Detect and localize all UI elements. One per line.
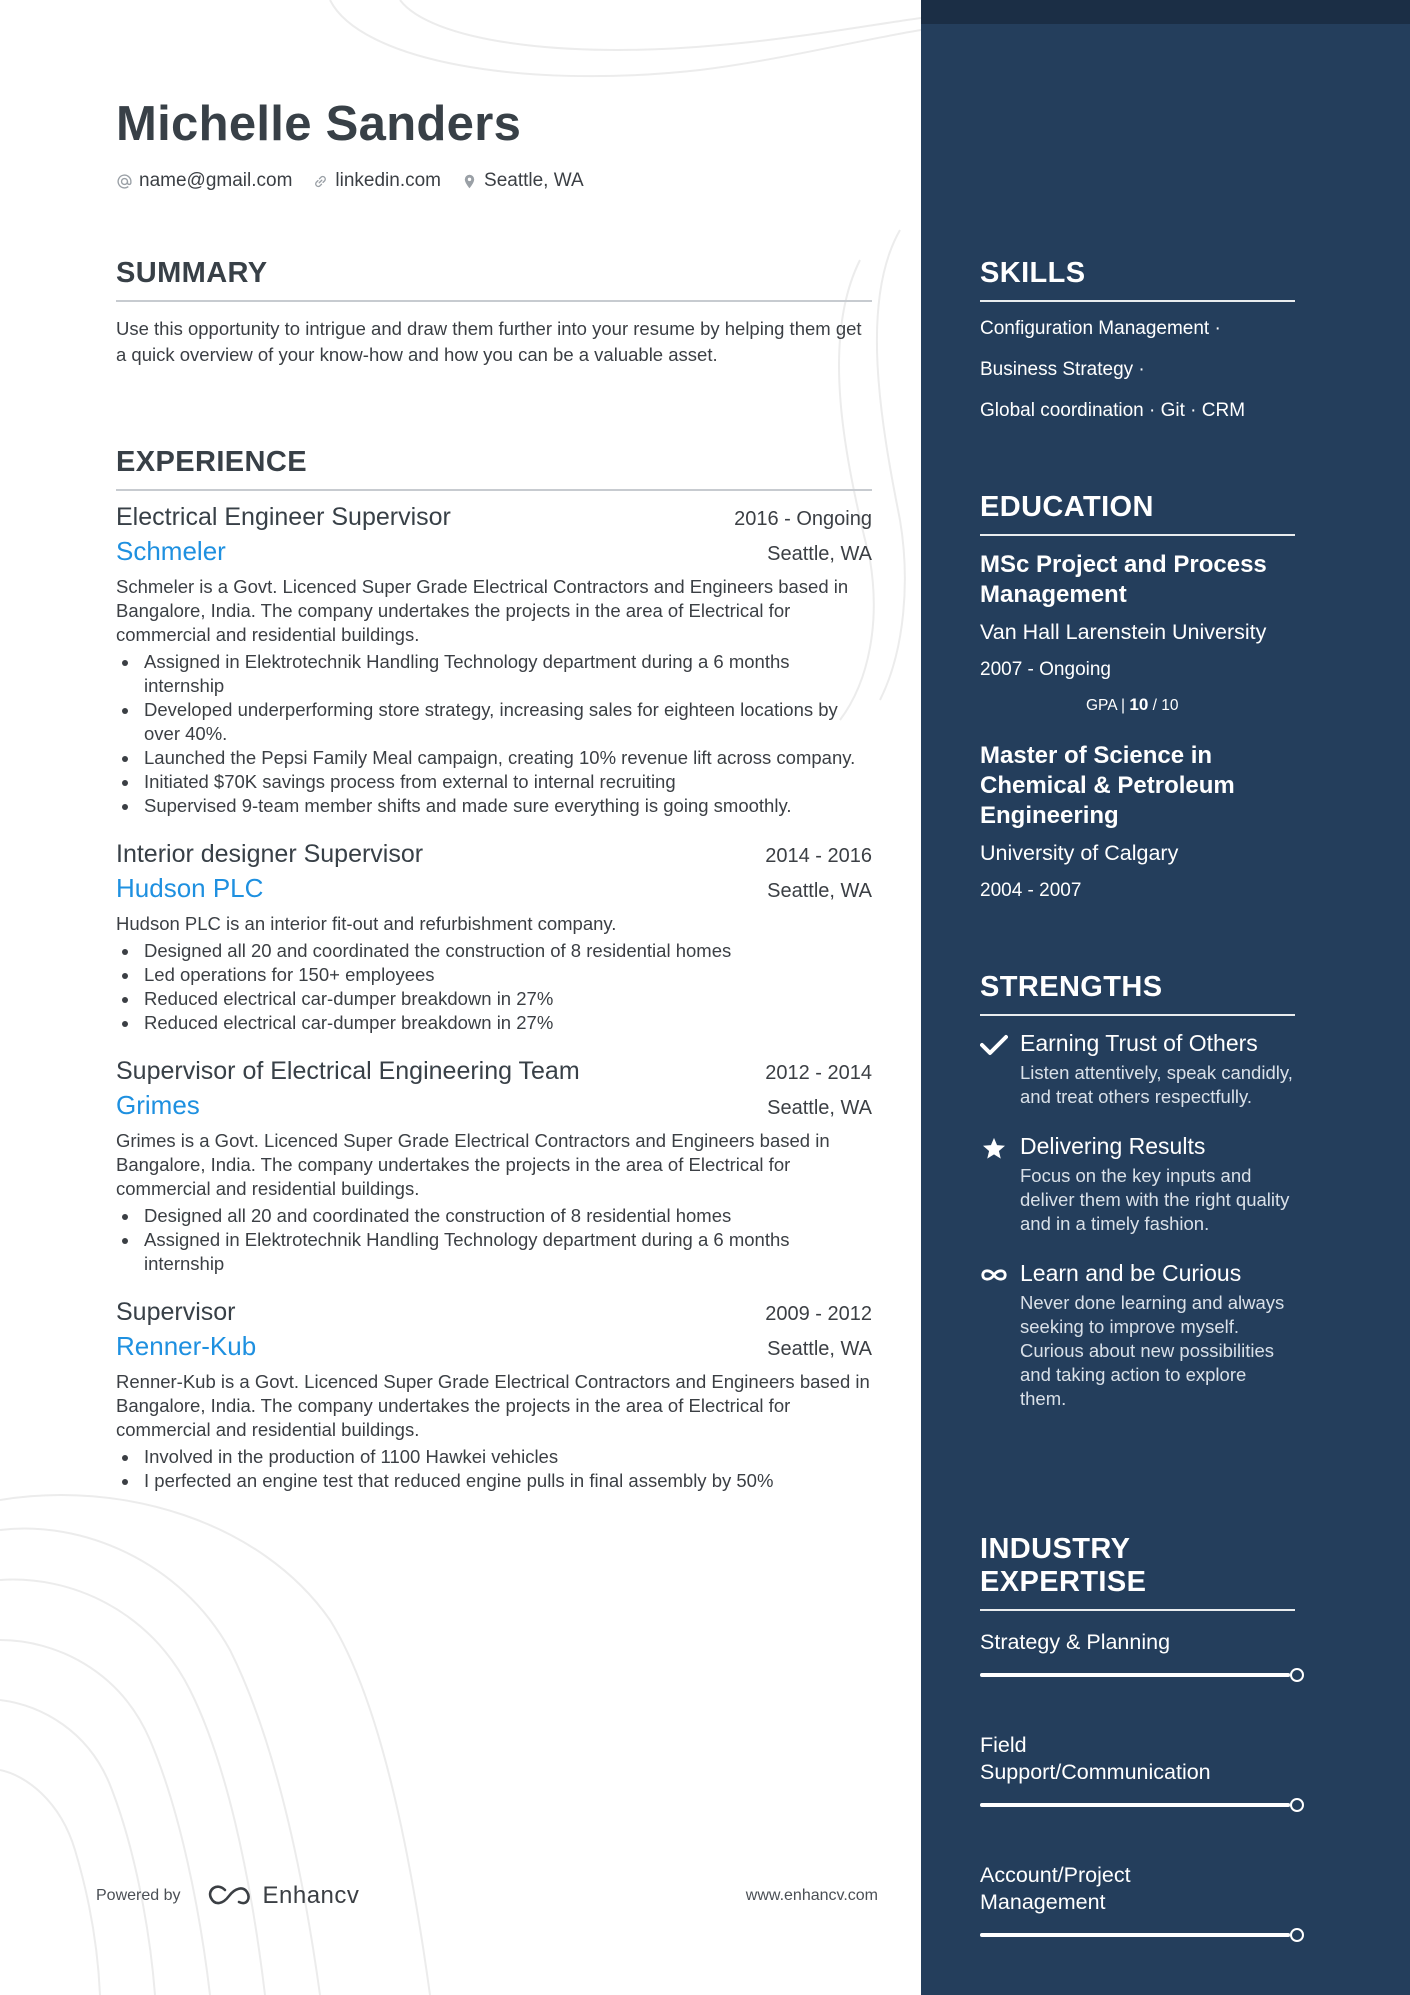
strength-title: Learn and be Curious [1020, 1260, 1242, 1286]
summary-section [116, 257, 872, 367]
powered-by [96, 1882, 359, 1910]
strength-title: Earning Trust of Others [1020, 1030, 1258, 1056]
job-entry [116, 503, 872, 818]
skill-line: Business Strategy · [980, 359, 1145, 380]
skill-line: Global coordination · Git · CRM [980, 400, 1246, 421]
strengths-divider [980, 1014, 1295, 1016]
skill-line: Configuration Management · [980, 318, 1221, 339]
job-dates: 2012 - 2014 [765, 1062, 872, 1084]
education-divider [980, 534, 1295, 536]
enhancv-brand[interactable] [207, 1882, 360, 1910]
gpa [980, 695, 1295, 715]
job-description: Renner-Kub is a Govt. Licenced Super Grade Electrical Contractors and Engineers based in Bangalore, India. The company undertakes the projects in the area of Electrical for commercial and residential buildings. [116, 1371, 870, 1440]
skills-heading: SKILLS [980, 257, 1086, 289]
strengths-section [980, 971, 1295, 1411]
strength-description: Never done learning and always seeking to improve myself. Curious about new possibilities and taking action to explore them. [1020, 1292, 1285, 1409]
education-heading: EDUCATION [980, 491, 1154, 523]
job-entry [116, 840, 872, 1035]
summary-heading: SUMMARY [116, 257, 268, 289]
job-title: Interior designer Supervisor [116, 840, 424, 868]
strength-description: Listen attentively, speak candidly, and treat others respectfully. [1020, 1062, 1293, 1107]
job-dates: 2014 - 2016 [765, 845, 872, 867]
email-contact[interactable] [116, 170, 292, 192]
strength-description: Focus on the key inputs and deliver them with the right quality and in a timely fashion. [1020, 1165, 1290, 1234]
enhancv-logo-icon [207, 1884, 253, 1908]
industry-expertise-heading: INDUSTRY EXPERTISE [980, 1533, 1147, 1598]
company-name[interactable]: Hudson PLC [116, 873, 264, 903]
job-dates: 2016 - Ongoing [734, 508, 872, 530]
experience-section [116, 446, 872, 1493]
expertise-item [980, 1629, 1295, 1682]
expertise-bar [980, 1798, 1304, 1812]
bullet-item: Designed all 20 and coordinated the construction of 8 residential homes [116, 939, 872, 963]
expertise-bar-fill [980, 1673, 1290, 1677]
bullet-item: Assigned in Elektrotechnik Handling Technology department during a 6 months internship [116, 1228, 872, 1276]
job-title: Supervisor of Electrical Engineering Team [116, 1057, 580, 1085]
email-text: name@gmail.com [139, 170, 293, 191]
strength-title: Delivering Results [1020, 1133, 1206, 1159]
strengths-heading: STRENGTHS [980, 971, 1163, 1003]
job-description: Schmeler is a Govt. Licenced Super Grade Electrical Contractors and Engineers based in Bangalore, India. The company undertakes the projects in the area of Electrical for commercial and residential buildings. [116, 576, 849, 645]
job-location: Seattle, WA [767, 543, 872, 565]
degree-title: Master of Science in Chemical & Petroleum Engineering [980, 742, 1235, 829]
gpa-max: / 10 [1152, 697, 1179, 714]
linkedin-contact[interactable] [312, 170, 441, 192]
enhancv-brand-text: Enhancv [262, 1882, 360, 1909]
bullet-item: Led operations for 150+ employees [116, 963, 872, 987]
link-icon [312, 173, 329, 190]
expertise-label: Strategy & Planning [980, 1630, 1171, 1654]
expertise-bar [980, 1928, 1304, 1942]
job-title: Electrical Engineer Supervisor [116, 503, 451, 531]
summary-divider [116, 300, 872, 302]
bullet-item: I perfected an engine test that reduced engine pulls in final assembly by 50% [116, 1469, 872, 1493]
bullet-item: Assigned in Elektrotechnik Handling Technology department during a 6 months internship [116, 650, 872, 698]
footer [96, 1882, 878, 1910]
sidebar-top-band [921, 0, 1410, 24]
expertise-label: Field Support/Communication [980, 1733, 1211, 1784]
industry-expertise-section [980, 1533, 1295, 1942]
job-bullets [116, 939, 872, 1035]
expertise-bar-knob [1290, 1928, 1304, 1942]
bullet-item: Launched the Pepsi Family Meal campaign, creating 10% revenue lift across company. [116, 746, 872, 770]
degree-title: MSc Project and Process Management [980, 551, 1267, 608]
strength-item [980, 1133, 1295, 1236]
industry-expertise-divider [980, 1609, 1295, 1611]
location-pin-icon [461, 173, 478, 190]
star-icon [980, 1137, 1008, 1159]
expertise-bar-fill [980, 1933, 1290, 1937]
gpa-separator: | [1121, 697, 1126, 714]
gpa-label: GPA [1086, 697, 1117, 714]
job-title: Supervisor [116, 1298, 236, 1326]
expertise-bar [980, 1668, 1304, 1682]
company-name[interactable]: Grimes [116, 1090, 200, 1120]
gpa-value: 10 [1129, 695, 1149, 714]
expertise-item [980, 1732, 1295, 1812]
bullet-item: Supervised 9-team member shifts and made sure everything is going smoothly. [116, 794, 872, 818]
website-link[interactable]: www.enhancv.com [745, 1887, 878, 1904]
education-section [980, 491, 1295, 902]
experience-divider [116, 489, 872, 491]
powered-by-label: Powered by [96, 1887, 181, 1904]
contact-info [116, 170, 584, 192]
bullet-item: Developed underperforming store strategy, increasing sales for eighteen locations by over 40%. [116, 698, 872, 746]
job-bullets [116, 650, 872, 818]
company-name[interactable]: Renner-Kub [116, 1331, 257, 1361]
strength-item [980, 1260, 1295, 1411]
experience-heading: EXPERIENCE [116, 446, 307, 478]
job-entry [116, 1298, 872, 1493]
skills-divider [980, 300, 1295, 302]
school-name: University of Calgary [980, 841, 1179, 865]
job-entry [116, 1057, 872, 1276]
expertise-label: Account/Project Management [980, 1863, 1131, 1914]
bullet-item: Designed all 20 and coordinated the construction of 8 residential homes [116, 1204, 872, 1228]
job-description: Hudson PLC is an interior fit-out and refurbishment company. [116, 913, 617, 934]
bullet-item: Involved in the production of 1100 Hawkei vehicles [116, 1445, 872, 1469]
expertise-bar-fill [980, 1803, 1290, 1807]
location-text: Seattle, WA [484, 170, 584, 191]
job-description: Grimes is a Govt. Licenced Super Grade Electrical Contractors and Engineers based in Bangalore, India. The company undertakes the projects in the area of Electrical for commercial and residential buildings. [116, 1130, 830, 1199]
job-location: Seattle, WA [767, 880, 872, 902]
education-dates: 2004 - 2007 [980, 880, 1082, 901]
company-name[interactable]: Schmeler [116, 536, 226, 566]
expertise-bar-knob [1290, 1798, 1304, 1812]
job-bullets [116, 1445, 872, 1493]
job-location: Seattle, WA [767, 1338, 872, 1360]
infinity-icon [980, 1264, 1008, 1286]
summary-text: Use this opportunity to intrigue and draw them further into your resume by helping them get a quick overview of your know-how and how you can be a valuable asset. [116, 318, 862, 365]
job-dates: 2009 - 2012 [765, 1303, 872, 1325]
expertise-bar-knob [1290, 1668, 1304, 1682]
strength-item [980, 1030, 1295, 1109]
expertise-item [980, 1862, 1295, 1942]
at-sign-icon [116, 173, 133, 190]
education-entry [980, 550, 1295, 715]
education-dates: 2007 - Ongoing [980, 659, 1111, 680]
linkedin-text: linkedin.com [335, 170, 442, 191]
candidate-name: Michelle Sanders [116, 97, 522, 151]
job-location: Seattle, WA [767, 1097, 872, 1119]
bullet-item: Initiated $70K savings process from external to internal recruiting [116, 770, 872, 794]
bullet-item: Reduced electrical car-dumper breakdown in 27% [116, 1011, 872, 1035]
location-contact [461, 170, 584, 192]
bullet-item: Reduced electrical car-dumper breakdown in 27% [116, 987, 872, 1011]
job-bullets [116, 1204, 872, 1276]
education-entry [980, 741, 1295, 902]
sidebar [921, 0, 1410, 1995]
check-icon [980, 1034, 1008, 1056]
school-name: Van Hall Larenstein University [980, 620, 1267, 644]
skills-section [980, 257, 1295, 424]
